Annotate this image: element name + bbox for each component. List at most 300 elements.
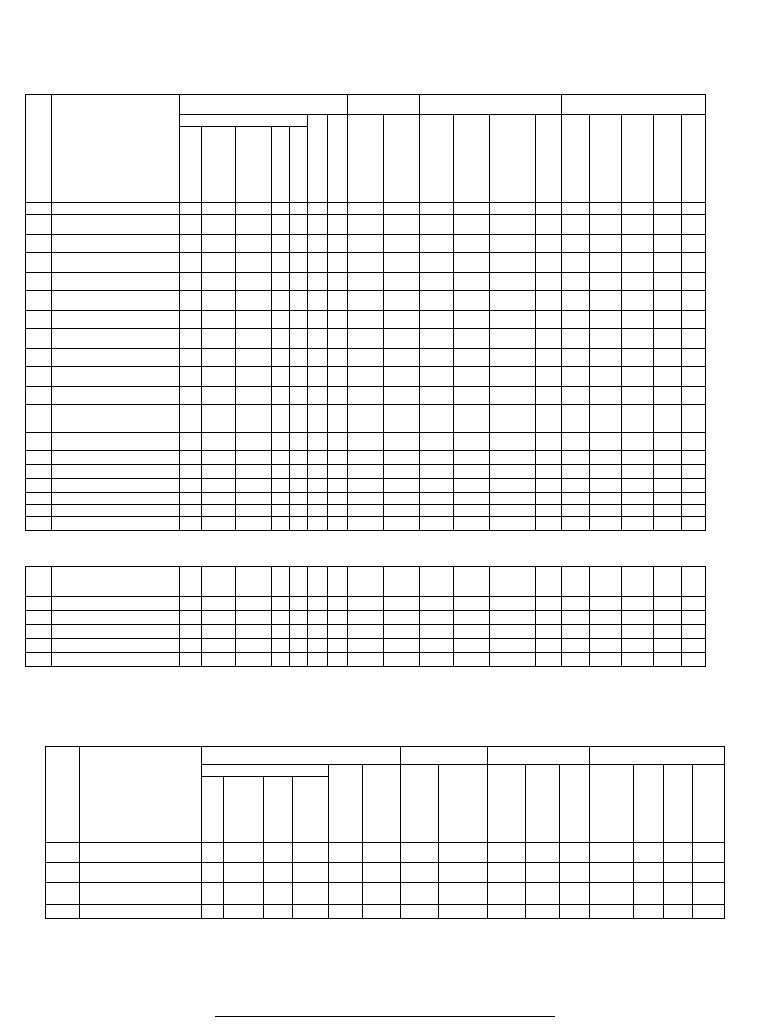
table-row — [26, 451, 706, 465]
table-cell — [180, 291, 202, 311]
table-cell — [536, 433, 562, 451]
table-cell — [328, 639, 348, 653]
table-cell — [562, 349, 590, 367]
table-cell — [439, 863, 488, 883]
serial-cell — [26, 291, 52, 311]
table-cell — [590, 611, 622, 625]
table-row — [26, 349, 706, 367]
table-cell — [536, 215, 562, 235]
table-cell — [348, 479, 384, 493]
table-cell — [420, 367, 454, 387]
column-header — [384, 115, 420, 203]
table-cell — [420, 235, 454, 253]
serial-cell — [26, 653, 52, 667]
table-cell — [384, 273, 420, 291]
table-cell — [52, 291, 180, 311]
table-cell — [654, 273, 682, 291]
table-cell — [654, 611, 682, 625]
table-cell — [562, 215, 590, 235]
table-cell — [52, 517, 180, 531]
column-header — [401, 765, 439, 843]
table-cell — [590, 349, 622, 367]
table-cell — [329, 905, 363, 919]
table-cell — [454, 493, 490, 505]
column-header — [654, 115, 682, 203]
table-cell — [454, 329, 490, 349]
table-cell — [682, 567, 706, 597]
table-cell — [420, 253, 454, 273]
serial-cell — [46, 863, 80, 883]
table-cell — [290, 291, 308, 311]
table-cell — [308, 625, 328, 639]
table-cell — [308, 505, 328, 517]
table-cell — [52, 387, 180, 405]
table-row — [26, 329, 706, 349]
table-cell — [536, 235, 562, 253]
group-header-d — [562, 95, 706, 115]
group-header-a — [202, 747, 401, 765]
table-cell — [562, 625, 590, 639]
table-cell — [454, 639, 490, 653]
table-cell — [348, 505, 384, 517]
table-cell — [272, 253, 290, 273]
table-cell — [348, 451, 384, 465]
table-cell — [490, 465, 536, 479]
table-row — [26, 367, 706, 387]
table-cell — [663, 843, 693, 863]
table-cell — [384, 479, 420, 493]
table-cell — [454, 611, 490, 625]
table-cell — [590, 653, 622, 667]
table-row — [46, 843, 725, 863]
table-cell — [236, 273, 272, 291]
table-cell — [348, 493, 384, 505]
table-cell — [488, 863, 526, 883]
table-cell — [290, 493, 308, 505]
serial-cell — [26, 567, 52, 597]
table-cell — [682, 329, 706, 349]
table-cell — [202, 505, 236, 517]
table-cell — [202, 465, 236, 479]
table-cell — [654, 291, 682, 311]
table-cell — [308, 433, 328, 451]
table-cell — [236, 479, 272, 493]
table-cell — [52, 653, 180, 667]
table-cell — [654, 567, 682, 597]
column-header — [308, 115, 328, 203]
table-cell — [633, 843, 663, 863]
table-cell — [663, 905, 693, 919]
table-cell — [180, 433, 202, 451]
table-cell — [454, 567, 490, 597]
column-header — [633, 765, 663, 843]
table-cell — [562, 479, 590, 493]
column-header — [223, 777, 263, 843]
table-cell — [236, 451, 272, 465]
table-cell — [562, 653, 590, 667]
table-cell — [562, 367, 590, 387]
table-cell — [272, 311, 290, 329]
table-cell — [562, 291, 590, 311]
serial-cell — [46, 843, 80, 863]
table-cell — [272, 611, 290, 625]
table-cell — [290, 405, 308, 433]
table-cell — [328, 567, 348, 597]
column-header — [536, 115, 562, 203]
table-cell — [52, 465, 180, 479]
serial-cell — [46, 905, 80, 919]
serial-cell — [26, 451, 52, 465]
subgroup-header — [180, 115, 308, 127]
table-cell — [180, 611, 202, 625]
column-header — [328, 115, 348, 203]
table-cell — [384, 653, 420, 667]
column-header — [293, 777, 329, 843]
table-cell — [180, 253, 202, 273]
table-row — [26, 235, 706, 253]
table-cell — [490, 215, 536, 235]
table-cell — [682, 505, 706, 517]
table-cell — [308, 653, 328, 667]
table-cell — [536, 311, 562, 329]
table-cell — [490, 611, 536, 625]
table-cell — [682, 215, 706, 235]
table-cell — [384, 465, 420, 479]
table-cell — [348, 253, 384, 273]
table-cell — [290, 611, 308, 625]
table-cell — [562, 387, 590, 405]
table-cell — [308, 493, 328, 505]
table-cell — [272, 329, 290, 349]
table-cell — [622, 479, 654, 493]
table-cell — [236, 493, 272, 505]
table-cell — [622, 291, 654, 311]
table-cell — [536, 479, 562, 493]
table-cell — [52, 493, 180, 505]
table-row — [26, 625, 706, 639]
table-cell — [348, 433, 384, 451]
table-cell — [79, 843, 202, 863]
table-cell — [236, 405, 272, 433]
table-row — [26, 517, 706, 531]
table-row — [26, 465, 706, 479]
table-cell — [682, 625, 706, 639]
table-cell — [654, 625, 682, 639]
table-cell — [562, 273, 590, 291]
table-cell — [52, 329, 180, 349]
table-cell — [272, 493, 290, 505]
table-cell — [293, 863, 329, 883]
table-cell — [384, 505, 420, 517]
table-cell — [202, 367, 236, 387]
table-cell — [559, 905, 589, 919]
table-cell — [308, 405, 328, 433]
table-cell — [454, 451, 490, 465]
table-cell — [272, 291, 290, 311]
table-cell — [536, 505, 562, 517]
table-cell — [363, 905, 401, 919]
table-cell — [682, 639, 706, 653]
table-cell — [454, 367, 490, 387]
serial-cell — [26, 517, 52, 531]
table-cell — [384, 311, 420, 329]
group-header-a — [180, 95, 348, 115]
table-cell — [490, 567, 536, 597]
table-cell — [654, 329, 682, 349]
table-cell — [622, 451, 654, 465]
table-cell — [590, 329, 622, 349]
table-cell — [180, 567, 202, 597]
table-cell — [562, 405, 590, 433]
table-cell — [202, 625, 236, 639]
table-cell — [590, 235, 622, 253]
table-cell — [454, 597, 490, 611]
table-cell — [328, 517, 348, 531]
table-cell — [654, 479, 682, 493]
column-header — [622, 115, 654, 203]
table-cell — [633, 905, 663, 919]
table-cell — [654, 433, 682, 451]
table-cell — [682, 611, 706, 625]
table-cell — [454, 291, 490, 311]
column-header — [693, 765, 725, 843]
table-cell — [536, 451, 562, 465]
table-cell — [490, 625, 536, 639]
serial-cell — [26, 405, 52, 433]
table-cell — [308, 387, 328, 405]
table-cell — [52, 349, 180, 367]
table-cell — [308, 215, 328, 235]
serial-cell — [26, 611, 52, 625]
table-cell — [562, 493, 590, 505]
table-cell — [562, 203, 590, 215]
serial-cell — [26, 311, 52, 329]
table-cell — [272, 405, 290, 433]
table-cell — [622, 253, 654, 273]
table-cell — [654, 203, 682, 215]
table-cell — [202, 905, 223, 919]
table-row — [46, 863, 725, 883]
table-cell — [654, 311, 682, 329]
table-cell — [384, 639, 420, 653]
table-cell — [202, 349, 236, 367]
table-cell — [490, 639, 536, 653]
table-cell — [590, 479, 622, 493]
table-cell — [328, 597, 348, 611]
table-cell — [52, 311, 180, 329]
table-cell — [490, 253, 536, 273]
table-cell — [526, 883, 560, 905]
serial-cell — [26, 433, 52, 451]
table-cell — [622, 367, 654, 387]
table-cell — [180, 387, 202, 405]
table-cell — [693, 883, 725, 905]
table-cell — [490, 273, 536, 291]
table-cell — [682, 433, 706, 451]
table-cell — [590, 291, 622, 311]
table-cell — [236, 517, 272, 531]
table-cell — [439, 883, 488, 905]
table-cell — [682, 387, 706, 405]
table-cell — [420, 505, 454, 517]
table-cell — [536, 597, 562, 611]
table-cell — [682, 493, 706, 505]
table-cell — [290, 653, 308, 667]
serial-cell — [26, 493, 52, 505]
table-cell — [693, 863, 725, 883]
table-cell — [329, 843, 363, 863]
table-cell — [384, 291, 420, 311]
table-cell — [654, 387, 682, 405]
table-cell — [622, 517, 654, 531]
table-cell — [682, 405, 706, 433]
table-cell — [180, 235, 202, 253]
table-cell — [536, 625, 562, 639]
table-cell — [308, 611, 328, 625]
serial-cell — [26, 273, 52, 291]
serial-cell — [26, 215, 52, 235]
table-row — [26, 639, 706, 653]
table-cell — [272, 567, 290, 597]
group-header-c — [488, 747, 590, 765]
table-cell — [454, 625, 490, 639]
table-cell — [328, 505, 348, 517]
serial-cell — [26, 387, 52, 405]
table-cell — [536, 567, 562, 597]
table-cell — [272, 451, 290, 465]
table-cell — [420, 215, 454, 235]
table-cell — [682, 349, 706, 367]
serial-number-header — [26, 95, 52, 203]
table-cell — [363, 843, 401, 863]
table-cell — [682, 235, 706, 253]
serial-cell — [26, 505, 52, 517]
table-cell — [590, 625, 622, 639]
table-cell — [202, 291, 236, 311]
table-cell — [52, 235, 180, 253]
table-cell — [290, 329, 308, 349]
table-cell — [52, 505, 180, 517]
table-cell — [384, 387, 420, 405]
column-header — [663, 765, 693, 843]
table-cell — [328, 653, 348, 667]
page-cutoff-line — [215, 1016, 555, 1018]
table-cell — [654, 451, 682, 465]
table-cell — [236, 329, 272, 349]
table-cell — [329, 863, 363, 883]
column-header — [363, 765, 401, 843]
item-header — [79, 747, 202, 843]
table-cell — [363, 863, 401, 883]
table-cell — [590, 505, 622, 517]
table-cell — [622, 465, 654, 479]
table-cell — [202, 235, 236, 253]
table-cell — [202, 253, 236, 273]
table-cell — [236, 253, 272, 273]
table-cell — [490, 367, 536, 387]
table-cell — [420, 465, 454, 479]
table-cell — [272, 203, 290, 215]
table-cell — [490, 405, 536, 433]
table-cell — [348, 597, 384, 611]
form-2-table — [45, 746, 725, 919]
table-cell — [272, 433, 290, 451]
table-cell — [622, 329, 654, 349]
table-cell — [663, 863, 693, 883]
table-cell — [420, 479, 454, 493]
table-row — [26, 567, 706, 597]
table-cell — [272, 387, 290, 405]
table-cell — [202, 597, 236, 611]
table-cell — [589, 905, 633, 919]
column-header — [488, 765, 526, 843]
table-cell — [562, 433, 590, 451]
table-cell — [490, 505, 536, 517]
table-cell — [328, 451, 348, 465]
table-cell — [536, 253, 562, 273]
table-cell — [490, 517, 536, 531]
column-header — [589, 765, 633, 843]
table-cell — [308, 567, 328, 597]
table-cell — [272, 349, 290, 367]
table-cell — [562, 451, 590, 465]
table-cell — [272, 235, 290, 253]
table-cell — [290, 349, 308, 367]
table-cell — [348, 291, 384, 311]
table-cell — [454, 215, 490, 235]
serial-cell — [26, 235, 52, 253]
table-cell — [622, 653, 654, 667]
table-cell — [654, 367, 682, 387]
table-cell — [290, 433, 308, 451]
column-header — [329, 765, 363, 843]
table-cell — [420, 291, 454, 311]
table-row — [26, 291, 706, 311]
table-cell — [454, 349, 490, 367]
table-cell — [454, 387, 490, 405]
table-cell — [180, 349, 202, 367]
table-cell — [272, 597, 290, 611]
table-row — [26, 597, 706, 611]
table-cell — [536, 329, 562, 349]
table-cell — [348, 215, 384, 235]
table-cell — [202, 405, 236, 433]
column-header — [526, 765, 560, 843]
table-cell — [490, 493, 536, 505]
table-cell — [263, 843, 293, 863]
table-row — [26, 405, 706, 433]
column-header — [202, 127, 236, 203]
table-cell — [562, 253, 590, 273]
item-header — [52, 95, 180, 203]
table-cell — [654, 215, 682, 235]
group-header-b — [401, 747, 488, 765]
table-row — [46, 883, 725, 905]
table-cell — [328, 273, 348, 291]
table-cell — [290, 567, 308, 597]
table-cell — [454, 235, 490, 253]
table-cell — [290, 517, 308, 531]
table-cell — [308, 479, 328, 493]
table-cell — [590, 451, 622, 465]
table-cell — [454, 405, 490, 433]
table-cell — [536, 203, 562, 215]
table-cell — [654, 405, 682, 433]
table-cell — [202, 493, 236, 505]
table-cell — [420, 597, 454, 611]
table-cell — [420, 517, 454, 531]
table-cell — [454, 311, 490, 329]
